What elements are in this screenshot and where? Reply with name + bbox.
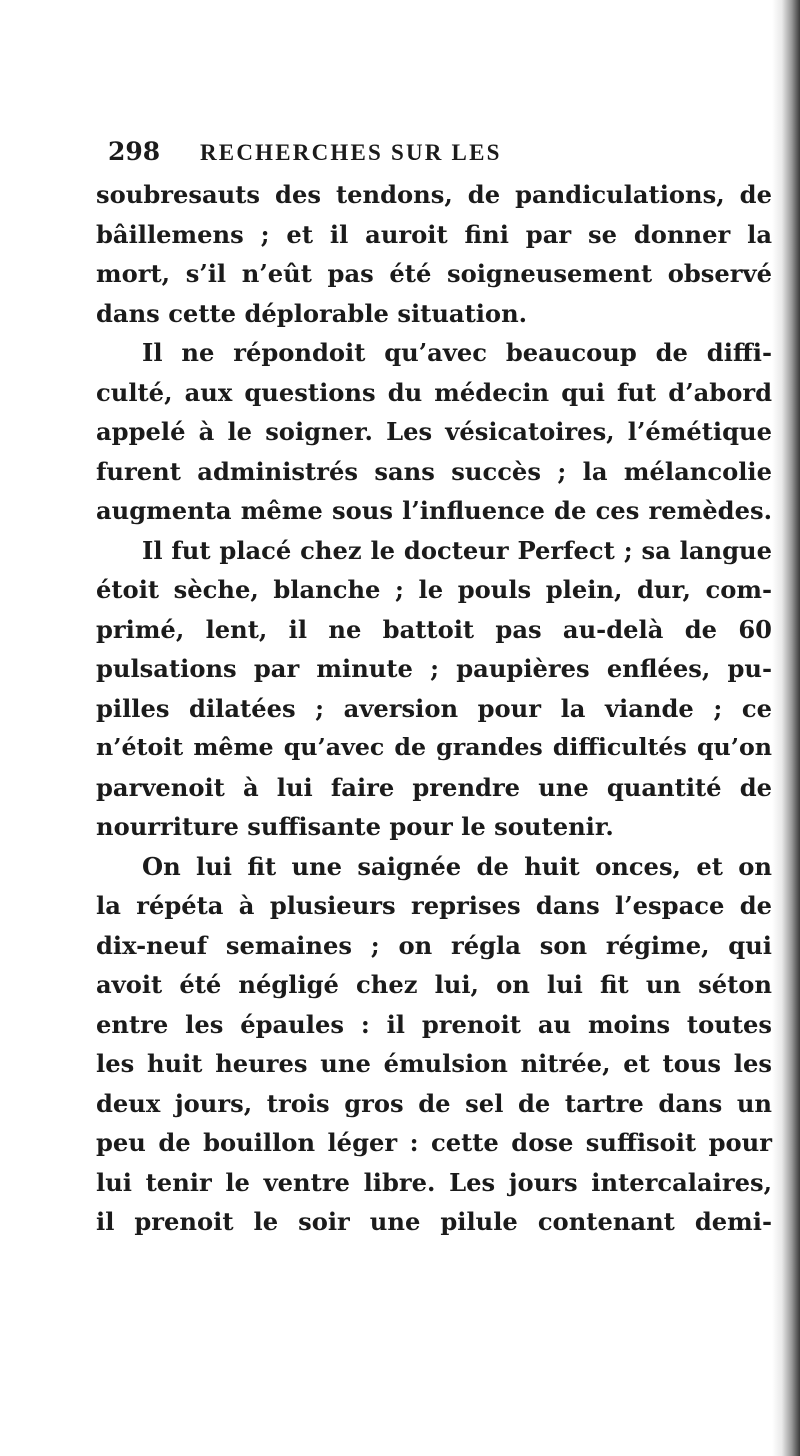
text-line: primé, lent, il ne battoit pas au-delà de 60 bbox=[96, 614, 772, 644]
text-line: appelé à le soigner. Les vésicatoires, l’émétique bbox=[96, 417, 772, 446]
text-line: bâillemens ; et il auroit fini par se donner la bbox=[96, 219, 772, 249]
text-line-paragraph-end: dans cette déplorable situation. bbox=[96, 298, 528, 328]
text-line: mort, s’il n’eût pas été soigneusement observé bbox=[96, 259, 772, 288]
text-line-paragraph-end: nourriture suffisante pour le soutenir. bbox=[96, 812, 614, 841]
body-text bbox=[96, 175, 772, 1242]
text-line: les huit heures une émulsion nitrée, et tous les bbox=[96, 1049, 772, 1078]
text-line: pilles dilatées ; aversion pour la viande ; ce bbox=[96, 693, 772, 723]
text-line: entre les épaules : il prenoit au moins toutes bbox=[96, 1009, 772, 1039]
running-title: RECHERCHES SUR LES bbox=[200, 140, 502, 165]
text-line: furent administrés sans succès ; la mélancolie bbox=[96, 456, 772, 486]
page-edge-shadow bbox=[772, 0, 800, 1456]
text-line: peu de bouillon léger : cette dose suffisoit pour bbox=[96, 1128, 772, 1157]
text-line: la répéta à plusieurs reprises dans l’espace de bbox=[96, 891, 772, 920]
text-line: culté, aux questions du médecin qui fut d’abord bbox=[96, 377, 772, 407]
text-line-paragraph-start: On lui fit une saignée de huit onces, et on bbox=[142, 851, 772, 881]
text-line: étoit sèche, blanche ; le pouls plein, dur, com- bbox=[96, 575, 772, 604]
text-line: soubresauts des tendons, de pandiculations, de bbox=[96, 180, 772, 209]
text-line-paragraph-start: Il fut placé chez le docteur Perfect ; sa langue bbox=[142, 535, 772, 565]
text-line: lui tenir le ventre libre. Les jours intercalaires, bbox=[96, 1167, 772, 1197]
text-line: pulsations par minute ; paupières enflées, pu- bbox=[96, 654, 772, 683]
book-page bbox=[96, 137, 772, 1242]
text-line: avoit été négligé chez lui, on lui fit un séton bbox=[96, 970, 772, 999]
text-line: n’étoit même qu’avec de grandes difficultés qu’on bbox=[96, 733, 772, 761]
text-line: parvenoit à lui faire prendre une quantité de bbox=[96, 772, 772, 802]
text-line-paragraph-start: Il ne répondoit qu’avec beaucoup de diffi- bbox=[142, 338, 772, 367]
text-line: deux jours, trois gros de sel de tartre dans un bbox=[96, 1088, 772, 1118]
running-head bbox=[96, 137, 772, 175]
page-number: 298 bbox=[108, 137, 161, 166]
text-line: dix-neuf semaines ; on régla son régime, qui bbox=[96, 930, 772, 960]
text-line: il prenoit le soir une pilule contenant demi- bbox=[96, 1207, 772, 1236]
text-line-paragraph-end: augmenta même sous l’influence de ces remèdes. bbox=[96, 496, 772, 525]
